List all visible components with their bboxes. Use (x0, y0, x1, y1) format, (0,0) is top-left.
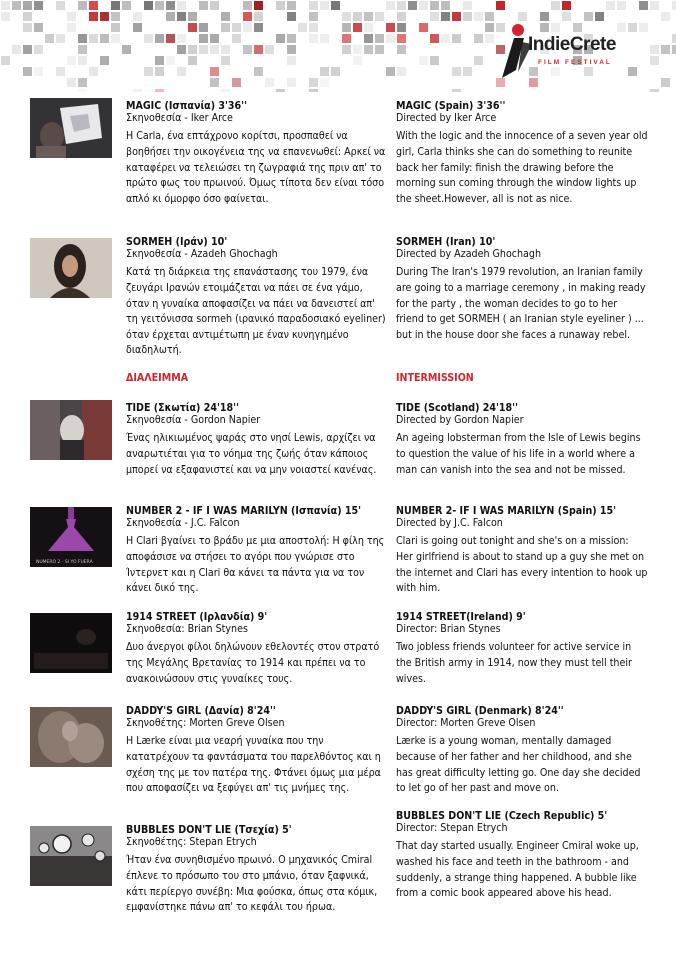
mosaic-tile (287, 12, 296, 21)
mosaic-tile (188, 56, 197, 65)
film-synopsis: Η Lærke είναι μια νεαρή γυναίκα που την κατατρέχουν τα φαντάσματα του παρελθόντος και η σχέση της με τον πατέρα της. Φτάνει όμως μια μέρα που αποφασίζει να ξεφύγει απ' τις μνήμες της. (126, 735, 381, 795)
film-thumbnail-daddys-girl (30, 707, 112, 767)
mosaic-tile (56, 1, 65, 10)
film-thumbnail-magic (30, 98, 112, 158)
mosaic-tile (309, 89, 318, 92)
film-synopsis: During The Iran's 1979 revolution, an Iranian family are going to a marriage ceremony , in making ready for the party , the woman decides to go to her friend to get SORMEH ( an Iranian style eyeliner ) ... but in the house door she faces a runaway rebel. (396, 266, 646, 341)
thumb-caption: NUMERO 2 - SI YO FUERA (36, 560, 93, 565)
film-director: Directed by Iker Arce (396, 112, 497, 125)
mosaic-tile (309, 1, 318, 10)
mosaic-tile (89, 67, 98, 76)
mosaic-tile (518, 12, 527, 21)
mosaic-tile (12, 1, 21, 10)
mosaic-tile (199, 1, 208, 10)
film-thumbnail-bubbles (30, 826, 112, 886)
mosaic-tile (584, 12, 593, 21)
mosaic-tile (397, 67, 406, 76)
mosaic-tile (430, 1, 439, 10)
film-director: Director: Stepan Etrych (396, 822, 508, 835)
film-title: SORMEH (Ιράν) 10' (126, 236, 228, 248)
mosaic-tile (155, 67, 164, 76)
mosaic-tile (474, 56, 483, 65)
mosaic-tile (111, 23, 120, 32)
mosaic-tile (287, 78, 296, 87)
mosaic-tile (144, 34, 153, 43)
film-entry-en-daddys-girl (396, 705, 648, 797)
mosaic-tile (78, 56, 87, 65)
mosaic-tile (364, 34, 373, 43)
mosaic-tile (331, 67, 340, 76)
mosaic-tile (276, 34, 285, 43)
film-entry-en-number-2 (396, 505, 648, 597)
mosaic-tile (133, 23, 142, 32)
mosaic-tile (551, 1, 560, 10)
film-title: MAGIC (Spain) 3'36'' (396, 100, 506, 112)
mosaic-tile (353, 45, 362, 54)
mosaic-tile (342, 23, 351, 32)
mosaic-tile (133, 89, 142, 92)
mosaic-tile (386, 34, 395, 43)
mosaic-tile (276, 89, 285, 92)
mosaic-tile (254, 12, 263, 21)
mosaic-tile (232, 23, 241, 32)
mosaic-tile (23, 1, 32, 10)
mosaic-tile (177, 1, 186, 10)
mosaic-tile (188, 12, 197, 21)
mosaic-tile (463, 67, 472, 76)
mosaic-tile (463, 1, 472, 10)
film-director: Σκηνοθεσία: Brian Stynes (126, 623, 248, 636)
mosaic-tile (89, 12, 98, 21)
mosaic-tile (12, 45, 21, 54)
film-entry-gr-1914-street (126, 611, 388, 687)
film-director: Directed by Azadeh Ghochagh (396, 248, 541, 261)
mosaic-tile (67, 12, 76, 21)
film-title: TIDE (Σκωτία) 24'18'' (126, 402, 240, 414)
mosaic-tile (606, 1, 615, 10)
film-synopsis: Δυο άνεργοι φίλοι δηλώνουν εθελοντές στον στρατό της Μεγάλης Βρετανίας το 1914 και πρέπει να το ανακοινώσουν στις γυναίκες τους. (126, 641, 380, 685)
mosaic-tile (67, 78, 76, 87)
mosaic-tile (309, 12, 318, 21)
mosaic-tile (89, 1, 98, 10)
mosaic-tile (485, 23, 494, 32)
mosaic-tile (144, 67, 153, 76)
intermission-label-gr: ΔΙΑΛΕΙΜΜΑ (126, 372, 189, 384)
mosaic-tile (287, 56, 296, 65)
mosaic-tile (232, 34, 241, 43)
mosaic-tile (353, 56, 362, 65)
mosaic-tile (210, 78, 219, 87)
film-entry-gr-tide (126, 402, 388, 478)
film-still-image (30, 826, 112, 886)
film-director: Σκηνοθεσία - Gordon Napier (126, 414, 261, 427)
mosaic-tile (155, 34, 164, 43)
mosaic-tile (364, 23, 373, 32)
mosaic-tile (243, 1, 252, 10)
mosaic-tile (452, 67, 461, 76)
mosaic-tile (485, 34, 494, 43)
film-title: TIDE (Scotland) 24'18'' (396, 402, 519, 414)
mosaic-tile (463, 12, 472, 21)
mosaic-tile (122, 45, 131, 54)
mosaic-tile (397, 45, 406, 54)
mosaic-tile (287, 45, 296, 54)
mosaic-tile (199, 45, 208, 54)
film-director: Directed by Gordon Napier (396, 414, 524, 427)
mosaic-tile (34, 23, 43, 32)
film-synopsis: Κατά τη διάρκεια της επανάστασης του 1979, ένα ζευγάρι Ιρανών ετοιμάζεται να πάει σε ένα γάμο, όταν η γυναίκα αποφασίζει να πάει να δανειστεί απ' τη γειτόνισσα sormeh (ιρανικό παραδοσιακό eyeliner) όταν έρχεται αντιμέτωπη με έναν κυνηγημένο διαδηλωτή. (126, 266, 386, 357)
mosaic-tile (397, 1, 406, 10)
logo-name: IndieCrete (528, 34, 616, 55)
mosaic-tile (100, 12, 109, 21)
mosaic-tile (111, 34, 120, 43)
film-entry-en-1914-street (396, 611, 648, 687)
mosaic-tile (243, 12, 252, 21)
mosaic-tile (166, 56, 175, 65)
film-still-image (30, 238, 112, 298)
film-still-image (30, 98, 112, 158)
logo-subtitle: FILM FESTIVAL (538, 59, 612, 66)
mosaic-tile (617, 1, 626, 10)
mosaic-tile (1, 12, 10, 21)
mosaic-tile (353, 23, 362, 32)
film-title: NUMBER 2 - IF I WAS MARILYN (Ισπανία) 15' (126, 505, 362, 517)
film-title: 1914 STREET (Ιρλανδία) 9' (126, 611, 268, 623)
mosaic-tile (320, 78, 329, 87)
mosaic-tile (309, 34, 318, 43)
mosaic-tile (166, 12, 175, 21)
film-thumbnail-sormeh (30, 238, 112, 298)
mosaic-tile (639, 1, 648, 10)
mosaic-tile (78, 89, 87, 92)
mosaic-tile (210, 1, 219, 10)
film-synopsis: Clari is going out tonight and she's on a mission: Her girlfriend is about to stand up a guy she met on the internet and Clari has every intention to hook up with him. (396, 535, 648, 595)
film-entry-en-magic (396, 100, 648, 207)
film-title: BUBBLES DON'T LIE (Czech Republic) 5' (396, 810, 608, 822)
mosaic-tile (221, 12, 230, 21)
mosaic-tile (78, 45, 87, 54)
mosaic-tile (298, 23, 307, 32)
mosaic-tile (650, 89, 659, 92)
mosaic-tile (254, 23, 263, 32)
mosaic-tile (23, 67, 32, 76)
film-synopsis: Ένας ηλικιωμένος ψαράς στο νησί Lewis, αρχίζει να αναρωτιέται για το νόημα της ζωής όταν κάποιος μπορεί να εξαφανιστεί και να μην νοιαστεί κανένας. (126, 432, 377, 476)
mosaic-tile (474, 34, 483, 43)
mosaic-tile (243, 23, 252, 32)
film-entry-en-sormeh (396, 236, 648, 343)
mosaic-tile (485, 12, 494, 21)
mosaic-tile (397, 23, 406, 32)
mosaic-tile (155, 1, 164, 10)
mosaic-tile (386, 67, 395, 76)
film-synopsis: Η Clari βγαίνει το βράδυ με μια αποστολή: Η φίλη της αποφάσισε να στήσει το αγόρι που γνώρισε στο Ίντερνετ και η Clari θα κάνει τα πάντα για να τον κάνει δικό της. (126, 535, 385, 595)
mosaic-tile (397, 34, 406, 43)
film-director: Σκηνοθεσία - Azadeh Ghochagh (126, 248, 278, 261)
film-synopsis: An ageing lobsterman from the Isle of Lewis begins to question the value of his life in a world where a man can vanish into the sea and not be missed. (396, 432, 641, 476)
mosaic-tile (661, 12, 670, 21)
mosaic-tile (397, 12, 406, 21)
mosaic-tile (353, 12, 362, 21)
festival-logo (496, 22, 646, 82)
mosaic-tile (166, 1, 175, 10)
mosaic-tile (375, 12, 384, 21)
mosaic-tile (452, 89, 461, 92)
mosaic-tile (177, 67, 186, 76)
mosaic-tile (1, 1, 10, 10)
mosaic-tile (100, 34, 109, 43)
page-header (0, 0, 676, 92)
mosaic-tile (430, 34, 439, 43)
mosaic-tile (78, 1, 87, 10)
film-director: Σκηνοθέτης: Stepan Etrych (126, 836, 257, 849)
mosaic-tile (188, 45, 197, 54)
film-director: Directed by J.C. Falcon (396, 517, 503, 530)
mosaic-tile (408, 1, 417, 10)
mosaic-tile (309, 78, 318, 87)
film-title: BUBBLES DON'T LIE (Τσεχία) 5' (126, 824, 292, 836)
mosaic-tile (56, 34, 65, 43)
film-synopsis: Two jobless friends volunteer for active service in the British army in 1914, now they must tell their wives. (396, 641, 632, 685)
mosaic-tile (650, 45, 659, 54)
mosaic-tile (155, 56, 164, 65)
mosaic-tile (210, 67, 219, 76)
mosaic-tile (309, 23, 318, 32)
mosaic-tile (144, 1, 153, 10)
film-director: Σκηνοθεσία - J.C. Falcon (126, 517, 240, 530)
mosaic-tile (386, 1, 395, 10)
film-still-image (30, 507, 112, 567)
mosaic-tile (595, 12, 604, 21)
mosaic-tile (210, 34, 219, 43)
film-synopsis: That day started usually. Engineer Cmiral woke up, washed his face and teeth in the bathroom - and suddenly, a strange thing happened. A bubble like from a comic book appeared above his head. (396, 840, 639, 900)
film-entry-en-tide (396, 402, 648, 478)
film-title: SORMEH (Iran) 10' (396, 236, 496, 248)
mosaic-tile (100, 56, 109, 65)
mosaic-tile (276, 1, 285, 10)
mosaic-tile (430, 12, 439, 21)
film-entry-gr-number-2 (126, 505, 388, 597)
mosaic-tile (474, 12, 483, 21)
mosaic-tile (78, 78, 87, 87)
film-title: 1914 STREET(Ireland) 9' (396, 611, 526, 623)
film-synopsis: Η Carla, ένα επτάχρονο κορίτσι, προσπαθεί να βοηθήσει την οικογένεια της να επανενωθεί: Αρκεί να καταφέρει να τελειώσει τη ζωγραφιά της πριν απ' το πρώτο φως του πρωινού. Όμως τίποτα δεν είναι τόσο απλό κι όμορφο όσο φαίνεται. (126, 130, 386, 205)
film-title: MAGIC (Ισπανία) 3'36'' (126, 100, 248, 112)
mosaic-tile (419, 1, 428, 10)
film-synopsis: Ήταν ένα συνηθισμένο πρωινό. Ο μηχανικός Cmiral έπλενε το πρόσωπο του στο μπάνιο, όταν ξαφνικά, κάτι περίεργο συνέβη: Μια φούσκα, όπως στα κόμικ, εμφανίστηκε πάνω απ' το κεφάλι του ήρωα. (126, 854, 378, 914)
mosaic-tile (89, 34, 98, 43)
film-synopsis: With the logic and the innocence of a seven year old girl, Carla thinks she can do something to reunite back her family: finish the drawing before the morning sun coming through the window lights up the sheet.However, all is not as nice. (396, 130, 648, 205)
mosaic-tile (320, 1, 329, 10)
mosaic-tile (23, 12, 32, 21)
mosaic-tile (155, 89, 164, 92)
mosaic-tile (661, 45, 670, 54)
mosaic-tile (650, 1, 659, 10)
mosaic-tile (23, 23, 32, 32)
mosaic-tile (221, 23, 230, 32)
film-thumbnail-number-2 (30, 507, 112, 567)
film-still-image (30, 613, 112, 673)
film-director: Director: Morten Greve Olsen (396, 717, 536, 730)
mosaic-tile (254, 45, 263, 54)
mosaic-tile (177, 45, 186, 54)
mosaic-tile (56, 67, 65, 76)
mosaic-tile (254, 1, 263, 10)
mosaic-tile (221, 56, 230, 65)
mosaic-tile (441, 12, 450, 21)
intermission-label-en: INTERMISSION (396, 372, 474, 384)
film-entry-gr-sormeh (126, 236, 388, 359)
mosaic-tile (452, 34, 461, 43)
mosaic-tile (375, 45, 384, 54)
mosaic-tile (221, 89, 230, 92)
mosaic-tile (661, 78, 670, 87)
mosaic-tile (265, 78, 274, 87)
mosaic-tile (419, 56, 428, 65)
mosaic-tile (34, 45, 43, 54)
mosaic-tile (177, 12, 186, 21)
mosaic-tile (67, 23, 76, 32)
mosaic-tile (232, 78, 241, 87)
mosaic-tile (430, 56, 439, 65)
mosaic-tile (287, 1, 296, 10)
film-still-image (30, 400, 112, 460)
mosaic-tile (166, 34, 175, 43)
mosaic-tile (78, 34, 87, 43)
mosaic-tile (320, 34, 329, 43)
mosaic-tile (67, 56, 76, 65)
film-entry-gr-daddys-girl (126, 705, 388, 797)
film-director: Director: Brian Stynes (396, 623, 501, 636)
film-thumbnail-tide (30, 400, 112, 460)
mosaic-tile (375, 34, 384, 43)
mosaic-tile (540, 12, 549, 21)
mosaic-tile (441, 1, 450, 10)
mosaic-tile (496, 1, 505, 10)
mosaic-tile (650, 56, 659, 65)
mosaic-tile (254, 67, 263, 76)
film-title: DADDY'S GIRL (Δανία) 8'24'' (126, 705, 276, 717)
mosaic-tile (672, 45, 676, 54)
mosaic-tile (320, 67, 329, 76)
mosaic-tile (562, 12, 571, 21)
mosaic-tile (177, 34, 186, 43)
film-still-image (30, 707, 112, 767)
mosaic-tile (23, 45, 32, 54)
film-entry-gr-magic (126, 100, 388, 207)
mosaic-tile (562, 1, 571, 10)
film-thumbnail-1914-street (30, 613, 112, 673)
mosaic-tile (342, 45, 351, 54)
mosaic-tile (342, 12, 351, 21)
mosaic-tile (188, 23, 197, 32)
film-director: Σκηνοθέτης: Morten Greve Olsen (126, 717, 285, 730)
mosaic-tile (34, 67, 43, 76)
mosaic-tile (287, 34, 296, 43)
film-director: Σκηνοθεσία - Iker Arce (126, 112, 233, 125)
mosaic-tile (45, 34, 54, 43)
mosaic-tile (452, 12, 461, 21)
mosaic-tile (364, 12, 373, 21)
mosaic-tile (243, 45, 252, 54)
film-entry-gr-bubbles (126, 824, 388, 916)
film-synopsis: Lærke is a young woman, mentally damaged because of her father and her childhood, and she has great difficulty letting go. One day she decided to let go of her past and move on. (396, 735, 641, 795)
mosaic-tile (419, 23, 428, 32)
mosaic-tile (199, 34, 208, 43)
mosaic-tile (1, 56, 10, 65)
mosaic-tile (364, 45, 373, 54)
mosaic-tile (199, 23, 208, 32)
mosaic-tile (122, 1, 131, 10)
mosaic-tile (331, 1, 340, 10)
mosaic-tile (221, 45, 230, 54)
mosaic-tile (34, 1, 43, 10)
film-title: DADDY'S GIRL (Denmark) 8'24'' (396, 705, 564, 717)
mosaic-tile (386, 23, 395, 32)
mosaic-tile (133, 12, 142, 21)
mosaic-tile (111, 1, 120, 10)
mosaic-tile (672, 34, 676, 43)
mosaic-tile (111, 12, 120, 21)
mosaic-tile (342, 34, 351, 43)
mosaic-tile (265, 45, 274, 54)
mosaic-tile (672, 1, 676, 10)
film-title: NUMBER 2- IF I WAS MARILYN (Spain) 15' (396, 505, 617, 517)
film-entry-en-bubbles (396, 810, 648, 902)
mosaic-tile (441, 34, 450, 43)
mosaic-tile (210, 45, 219, 54)
